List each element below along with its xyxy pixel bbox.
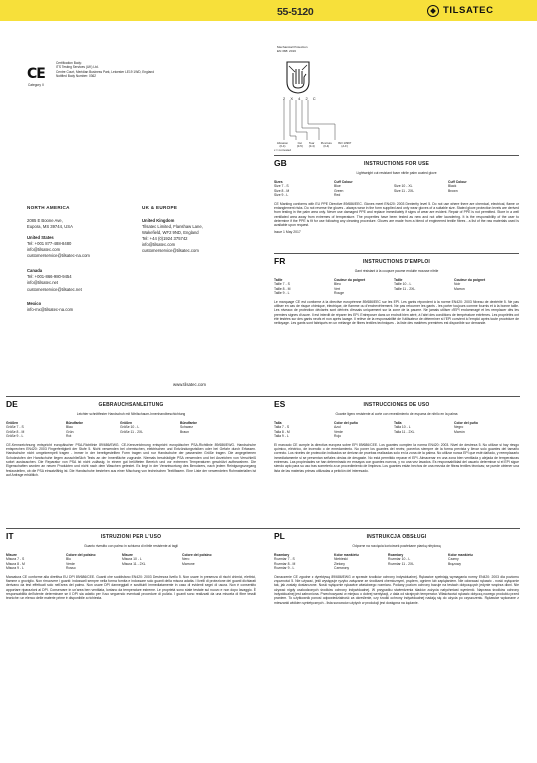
- brand-logo: [427, 5, 494, 17]
- section-title: INSTRUCTIONS FOR USE: [363, 161, 430, 167]
- section-title: GEBRAUCHSANLEITUNG: [98, 402, 164, 408]
- cert-line: ITS Testing Services (UK) Ltd.: [56, 65, 99, 70]
- section-subtitle: Guanto rivestito con palmo in schiuma di nitrile resistente ai tagli: [84, 543, 178, 548]
- section-subtitle: Odporne na rozcięcia końcówek powlekane pianką nitrylową: [352, 543, 441, 548]
- language-code: PL: [274, 531, 285, 541]
- language-code: IT: [6, 531, 14, 541]
- section-gb: [274, 158, 519, 234]
- rating-label-puncture: Puncture (0-4): [320, 141, 332, 149]
- product-code: 55-5120: [277, 6, 314, 18]
- cert-line: Notified Body Number: 0362: [56, 74, 97, 79]
- protection-standard: EN 388: 2016: [277, 49, 296, 54]
- address-uk-europe: [142, 205, 262, 254]
- section-text: CE-Kennzeichnung entspricht europäischer PSA-Richtlinie 89/686/EWG. CE-Kennzeichnung entspricht europäischer PSA-Richtlinie 89/686/EWG. Handschuhe entsprechen EN420: 2003 Fingerfertigkeit der Stufe 5. Nicht verwenden bei chemischen, elektrischen und Entzündungsrisiken oder bei Gefahr durch Erfassen. Handschuhe nicht umgekrempelt tragen - immer in der bereitgestellten Form tragen und nur Handschuhe der passenden Größe tragen. Die angegebenen Schutzstufen der Handschuhe liegen ausschließlich Tests an der Innenfläche zugrunde. Niemals beschädigte PSA verwenden und bei Anzeichen von Verschleiß sofort austauschen. Die Reparatur von PSA ist nicht zulässig. In einem gut belüfteten Bereich und vor extremen Temperaturen geschützt aufbewahren. Die Eigenschaften wurden an neuen Produkten und nicht nach dem Waschen getestet. Es liegt in der Verantwortung des Benutzers, nach jedem Reinigungsvorgang festzustellen, ob die PSA einsatzfähig ist. Die Handschuhe bestehen aus einer Mischung von technischen Textilfasern. Eine Liste der verwendeten Rohmaterialien ist auf Anfrage erhältlich.: [6, 442, 256, 478]
- country-title: Mexico: [27, 300, 42, 306]
- address-line: Eupora, MS 39744, USA: [27, 223, 73, 229]
- email-link[interactable]: info@tilsatec.net: [27, 280, 59, 286]
- rating-label-iso: ISO 13997 (A-F): [337, 141, 352, 149]
- cert-line: Certification Body:: [56, 61, 82, 65]
- mechanical-protection: [277, 45, 307, 53]
- section-title: ISTRUZIONI PER L'USO: [100, 534, 162, 540]
- section-divider: [6, 396, 520, 397]
- rating-label-abrasion: Abrasion (0-4) x = not tested: [274, 141, 291, 152]
- email-link[interactable]: info@tilsatec.com: [27, 247, 61, 253]
- issue-date: Issue 1 May 2017: [274, 229, 301, 234]
- country-title: Canada: [27, 268, 43, 274]
- section-text: Le marquage CE est conforme à la directive européenne 89/686/EEC sur les EPI. Les gants répondent à la norme EN420: 2003 Niveau de dextérité 5. Ne pas utiliser en cas de risque chimique, électrique, de flamme ou d'enchevêtrement. Ne pas retourner les gants - les porter toujours comme fournis et à la bonne taille. Les niveaux de protection déclarés sont dérivés d'essais uniquement sur la zone de la paume. Ne jamais utiliser d'EPI endommagé et les remplacer dès les premiers signes d'usure. Il est interdit de réparer les EPI. Entreposer dans un endroit bien aéré, à l'abri des conditions de température extrêmes. Les propriétés ont été testées sur des gants neufs et non après lavage. Il relève de la responsabilité de l'utilisateur de déterminer si l'EPI convient à l'emploi après toute procédure de nettoyage. Les gants sont fabriqués en un mélange de fibres textiles techniques - la liste des matières premières est disponible sur demande.: [274, 299, 519, 326]
- language-code: DE: [6, 399, 18, 409]
- size-table: Größen Größe 7 - S Größe 8 - M Größe 9 - L Bündfarbe Blau Grün Rot Größen Größe 10 - L Größe 11 - 2XL Bündfarbe Schwarz Braun: [6, 421, 197, 439]
- section-pl: [274, 531, 519, 605]
- section-fr: [274, 256, 519, 326]
- certification-body: [56, 61, 226, 79]
- address-north-america: [27, 205, 147, 313]
- size-table: Rozmiary Rozmiar 7 - S Rozmiar 8 - M Rozmiar 9 - L Kolor mankietu Niebieski Zielony Czerwony Rozmiary Rozmiar 10 - L Rozmiar 11 - 2XL Kolor mankietu Czarny Brązowy: [274, 553, 473, 571]
- section-divider: [6, 528, 520, 529]
- section-subtitle: Lightweight cut resistant foam nitrile palm coated glove: [356, 170, 437, 175]
- section-title: INSTRUCCIONES DE USO: [363, 402, 430, 408]
- country-title: United States: [27, 234, 54, 240]
- section-es: [274, 399, 519, 473]
- section-text: Marcatura CE conforme alla direttiva EU DPI 89/686/CEE. Guanti che soddisfano EN420: 2003 Destrezza livello 5. Non usare in presenza di rischi chimici, elettrici, fiamme o groviglio. Non rimuovere i guanti: indossarli sempre nella forma fornita e indossare solo guanti della misura adatta. I livelli di protezione dei guanti dichiarati derivano da test effettuati solo nell'area del palmo. Non usare DPI danneggiati e sostituirli immediatamente in caso di evidenti segni di usura. Non è consentito apportare riparazioni ai DPI. Conservare in un'area ben ventilata, lontano da temperature estreme. Le proprietà sono state testate sul nuovo e non dopo lavaggio. È responsabilità dell'utente determinare se il DPI sia adatto per l'uso seguendo eventuali procedure di pulizia. I guanti sono realizzati da una miscela di fibre tessili tecniche: un elenco delle materie prime è disponibile a richiesta.: [6, 574, 256, 601]
- section-divider: [274, 155, 519, 156]
- phone: Tel: +44 (0)1924 375742: [142, 235, 188, 241]
- email-link[interactable]: info-mx@tilsatec-na.com: [27, 306, 74, 312]
- mechanical-hazard-glove-icon: [285, 60, 311, 94]
- section-title: INSTRUCTIONS D'EMPLOI: [362, 259, 431, 265]
- rating-label-tear: Tear (0-4): [308, 141, 315, 149]
- ce-category: Category II: [28, 83, 44, 87]
- size-table: Taille Taille 7 - S Taille 8 - M Taille 9 - L Couleur du poignet Bleu Vert Rouge Taille Taille 10 - L Taille 11 - 2XL Couleur du poignet Noir Marron: [274, 278, 486, 296]
- section-subtitle: Leichter schnittfester Handschuh mit Nitrilschaum-Innenhandbeschichtung: [76, 411, 186, 416]
- rating-label-cut: Cut (0-5): [296, 141, 303, 149]
- region-heading: UK & EUROPE: [142, 205, 178, 210]
- size-table: Sizes Size 7 - S Size 8 - M Size 9 - L Cuff Colour Blue Green Red Size 10 - XL Size 11 - 2XL Cuff Colour Black Brown: [274, 180, 467, 198]
- language-code: GB: [274, 158, 287, 168]
- email-link[interactable]: customerservice@tilsatec.com: [142, 248, 199, 254]
- section-de: [6, 399, 256, 477]
- address-line: Wakefield, WF2 9ND, England: [142, 229, 199, 235]
- section-title: INSTRUKCJA OBSŁUGI: [366, 534, 427, 540]
- section-divider: [274, 253, 519, 254]
- rating-leader-lines: [283, 100, 363, 146]
- protection-code: 2 X 4 2 C: [283, 96, 318, 101]
- protection-title: Mechanical Protection: [277, 45, 308, 49]
- address-line: Tilsatec Limited, Flanshaw Lane,: [142, 223, 203, 229]
- region-heading: NORTH AMERICA: [27, 205, 70, 210]
- section-it: [6, 531, 256, 601]
- website-link[interactable]: www.tilsatec.com: [173, 382, 206, 387]
- size-table: Misure Misura 7 - S Misura 8 - M Misura 9 - L Colore del polsino Blu Verde Rosso Misure Misura 10 - L Misura 11 - 2XL Colore del polsino Nero Marrone: [6, 553, 212, 571]
- language-code: FR: [274, 256, 286, 266]
- tilsatec-logo-icon: [427, 5, 439, 17]
- language-code: ES: [274, 399, 286, 409]
- phone: Tel: +001 877-488-8480: [27, 240, 72, 246]
- section-text: Oznaczenie CE zgodne z dyrektywą 89/686/EWG w sprawie środków ochrony indywidualnej. Rękawice spełniają wymagania normy EN420: 2003 dla poziomu zręczności 5. Nie używać, jeśli występuje ryzyko związane ze środkami chemicznymi, prądem, ogniem lub zaplątaniem. Nie odwracać rękawic - nosić wyłącznie tak, jak zostały dostarczone. Nosić wyłącznie rękawice właściwego rozmiaru. Podany poziom ochrony bazuje na testach dotyczących jedynie wnętrza dłoni. Nie używać nigdy uszkodzonych środków ochrony indywidualnej. W przypadku stwierdzenia śladów zużycia natychmiast wymienić. Naprawa środków ochrony indywidualnej jest zabroniona. Przechowywać w miejscu o dobrej wentylacji, z dala od skrajnych temperatur. Właściwości rękawic dotyczą nowego produktu przed praniem. To użytkownik ponosi odpowiedzialność za określenie, czy środki ochrony indywidualnej nadają się do użycia po czyszczeniu. Rękawice wykonane z mieszanki włókien syntetycznych - lista surowców użytych w produkcji jest dostępna na żądanie.: [274, 574, 519, 605]
- section-subtitle: Guante ligero resistente al corte con revestimiento de espuma de nitrilo en la palma: [335, 411, 458, 416]
- rating-labels: [274, 142, 351, 152]
- email-link[interactable]: customerservice@tilsatec.net: [27, 286, 82, 292]
- section-subtitle: Gant résistant à la coupure paume enduite mousse nitrile: [354, 268, 439, 273]
- section-text: El marcado CE cumple la directiva europea sobre EPI 89/686/CEE. Los guantes cumplen la norma EN420: 2003. Nivel de destreza 5. No utilizar si hay riesgo químico, eléctrico, de incendio o de enredamiento. No poner los guantes del revés; ponerlos siempre de la forma prevista y llevar solo guantes del tamaño correcto. Los niveles de protección indicados se derivan de pruebas realizadas solo en la zona de la palma. No utilizar nunca EPI que esté dañado, y reemplazarlo inmediatamente si se presentan señales obvias de desgaste. No está permitido reparar el EPI. Almacenar en una zona bien ventilada y alejada de temperaturas extremas. Las propiedades se han determinado en ensayos con guantes nuevos, y no una vez lavados. Es responsabilidad del usuario determinar si el EPI sigue siendo apto para su uso tras someterlo a un procedimiento de limpieza. Los guantes están hechos de una mezcla de fibras textiles técnicas; se puede obtener una lista de las materias primas utilizadas a petición del interesado.: [274, 442, 519, 473]
- brand-name: TILSATEC: [443, 5, 494, 16]
- section-text: CE Marking conforms with EU PPE Directive 89/686/EEC. Gloves meet EN420: 2003 Dexterity level 5. Do not use where there are chemical, electrical, flame or entanglement risks. Do not reverse the gloves - always wear in the form supplied and only wear gloves of a suitable size. Stated glove protection levels are derived from testing in the palm area only. Never use damaged PPE and replace immediately if signs of wear are evident. Repair of PPE is not permitted. Store in a well ventilated area away from extremes of temperature. The properties have been tested as new and not after laundering. It is the responsibility of the user to determine if the PPE is fit for use following any cleaning procedure. Gloves are made from a blend of engineered textile fibres - a list of the raw materials used is available upon request.: [274, 201, 519, 228]
- country-title: United Kingdom: [142, 217, 175, 223]
- email-link[interactable]: info@tilsatec.com: [142, 242, 176, 248]
- address-line: 2085 E Boone Ave,: [27, 217, 63, 223]
- cert-line: Centre Court, Meridian Business Park, Leicester LE19 1WD, England: [56, 69, 154, 74]
- phone: Tel: +001-866-980-9454: [27, 274, 72, 280]
- email-link[interactable]: customerservice@tilsatec-na.com: [27, 253, 90, 259]
- ce-mark: CE: [27, 66, 45, 82]
- size-table: Talla Talla 7 - S Talla 8 - M Talla 9 - L Color del puño Azul Verde Rojo Talla Talla 10 - L Talla 11 - 2XL Color del puño Negro Marrón: [274, 421, 478, 439]
